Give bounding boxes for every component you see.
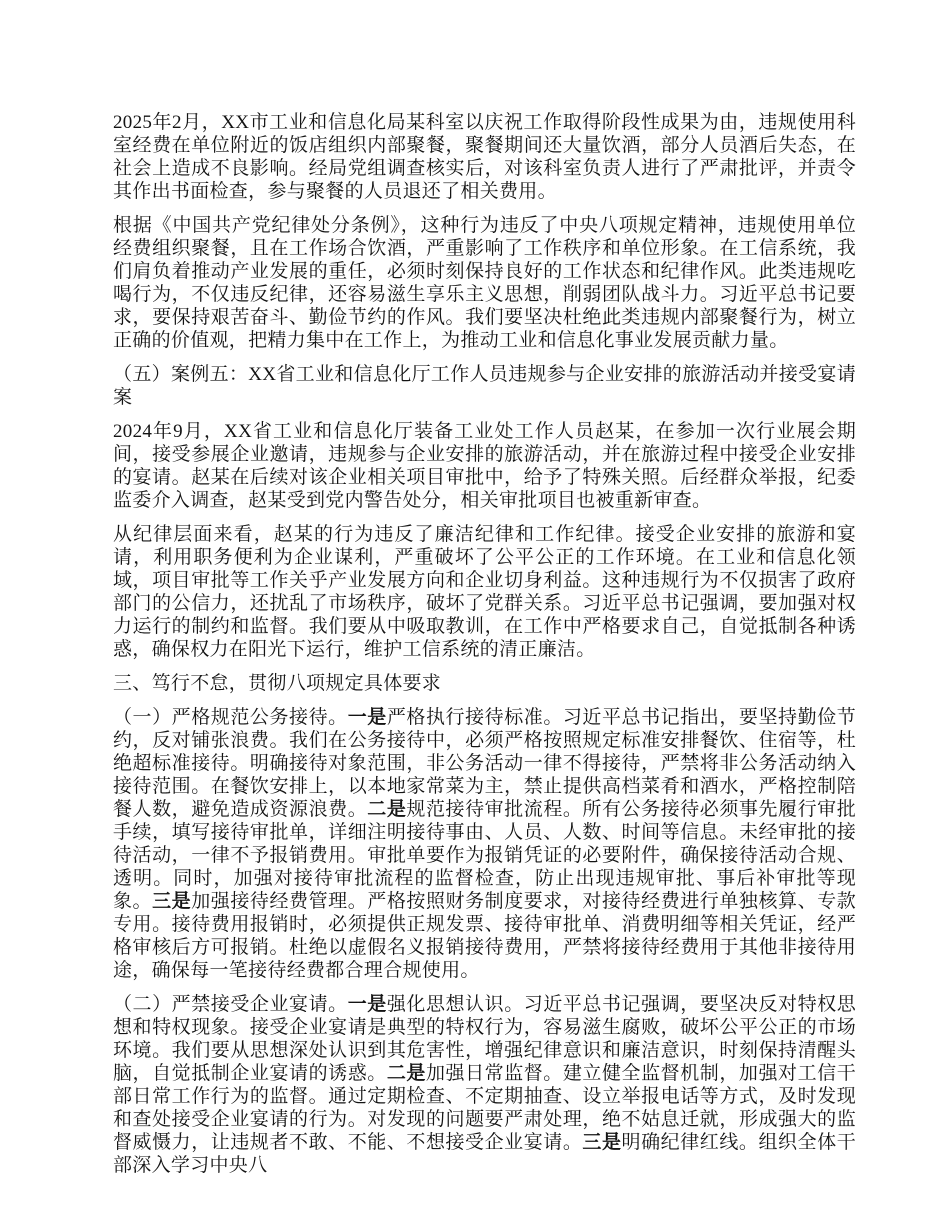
paragraph-text: 强化思想认识。习近平总书记强调，要坚决反对特权思想和特权现象。接受企业宴请是典型的特权行为，容易滋生腐败，破坏公平公正的市场环境。我们要从思想深处认识到其危害性，增强纪律意识和廉洁意识，时刻保持清醒头脑，自觉抵制企业宴请的诱惑。 (113, 994, 856, 1084)
paragraph-text: 严格执行接待标准。习近平总书记指出，要坚持勤俭节约，反对铺张浪费。我们在公务接待中，必须严格按照规定标准安排餐饮、住宿等，杜绝超标准接待。明确接待对象范围，非公务活动一律不得接待，严禁将非公务活动纳入接待范围。在餐饮安排上，以本地家常菜为主，禁止提供高档菜肴和酒水，严格控制陪餐人数，避免造成资源浪费。 (113, 707, 856, 820)
paragraph-text: 规范接待审批流程。所有公务接待必须事先履行审批手续，填写接待审批单，详细注明接待事由、人员、人数、时间等信息。未经审批的接待活动，一律不予报销费用。审批单要作为报销凭证的必要附件，确保接待活动合规、透明。同时，加强对接待审批流程的监督检查，防止出现违规审批、事后补审批等现象。 (113, 799, 857, 912)
paragraph-case5-analysis (113, 523, 856, 661)
emphasis-marker-second: 二是 (386, 1063, 426, 1084)
paragraph-text: 根据《中国共产党纪律处分条例》，这种行为违反了中央八项规定精神，违规使用单位经费组织聚餐，且在工作场合饮酒，严重影响了工作秩序和单位形象。在工信系统，我们肩负着推动产业发展的重任，必须时刻保持良好的工作状态和纪律作风。此类违规吃喝行为，不仅违反纪律，还容易滋生享乐主义思想，削弱团队战斗力。习近平总书记要求，要保持艰苦奋斗、勤俭节约的作风。我们要坚决杜绝此类违规内部聚餐行为，树立正确的价值观，把精力集中在工作上，为推动工业和信息化事业发展贡献力量。 (113, 215, 856, 351)
paragraph-text: 明确纪律红线。组织全体干部深入学习中央八 (113, 1132, 856, 1176)
heading-text: （五）案例五：XX省工业和信息化厅工作人员违规参与企业安排的旅游活动并接受宴请案 (113, 364, 856, 408)
emphasis-marker-first: 一是 (347, 994, 387, 1015)
paragraph-text: 从纪律层面来看，赵某的行为违反了廉洁纪律和工作纪律。接受企业安排的旅游和宴请，利用职务便利为企业谋利，严重破坏了公平公正的工作环境。在工业和信息化领域，项目审批等工作关乎产业发展方向和企业切身利益。这种违规行为不仅损害了政府部门的公信力，还扰乱了市场秩序，破坏了党群关系。习近平总书记强调，要加强对权力运行的制约和监督。我们要从中吸取教训，在工作中严格要求自己，自觉抵制各种诱惑，确保权力在阳光下运行，维护工信系统的清正廉洁。 (113, 524, 856, 660)
heading-text: 三、笃行不怠，贯彻八项规定具体要求 (113, 673, 442, 694)
paragraph-case4-incident (113, 111, 856, 203)
paragraph-case5-incident (113, 420, 856, 512)
heading-section-three (113, 672, 856, 695)
heading-case5 (113, 363, 856, 409)
paragraph-text: （一）严格规范公务接待。 (113, 707, 348, 728)
paragraph-text: （二）严禁接受企业宴请。 (113, 994, 348, 1015)
emphasis-marker-third: 三是 (152, 891, 192, 912)
paragraph-text: 加强日常监督。建立健全监督机制，加强对工信干部日常工作行为的监督。通过定期检查、不定期抽查、设立举报电话等方式，及时发现和查处接受企业宴请的行为。对发现的问题要严肃处理，绝不姑息迁就，形成强大的监督威慑力，让违规者不敢、不能、不想接受企业宴请。 (113, 1063, 856, 1153)
paragraph-text: 加强接待经费管理。严格按照财务制度要求，对接待经费进行单独核算、专款专用。接待费用报销时，必须提供正规发票、接待审批单、消费明细等相关凭证，经严格审核后方可报销。杜绝以虚假名义报销接待费用，严禁将接待经费用于其他非接待用途，确保每一笔接待经费都合理合规使用。 (113, 891, 856, 981)
paragraph-requirement-one (113, 706, 856, 982)
paragraph-requirement-two (113, 993, 856, 1177)
emphasis-marker-first: 一是 (347, 707, 387, 728)
paragraph-text: 2025年2月，XX市工业和信息化局某科室以庆祝工作取得阶段性成果为由，违规使用科室经费在单位附近的饭店组织内部聚餐，聚餐期间还大量饮酒，部分人员酒后失态，在社会上造成不良影响。经局党组调查核实后，对该科室负责人进行了严肃批评，并责令其作出书面检查，参与聚餐的人员退还了相关费用。 (113, 112, 856, 202)
paragraph-case4-analysis (113, 214, 856, 352)
paragraph-text: 2024年9月，XX省工业和信息化厅装备工业处工作人员赵某，在参加一次行业展会期间，接受参展企业邀请，违规参与企业安排的旅游活动，并在旅游过程中接受企业安排的宴请。赵某在后续对该企业相关项目审批中，给予了特殊关照。后经群众举报，纪委监委介入调查，赵某受到党内警告处分，相关审批项目也被重新审查。 (113, 421, 856, 511)
emphasis-marker-third: 三是 (582, 1132, 622, 1153)
emphasis-marker-second: 二是 (367, 799, 407, 820)
